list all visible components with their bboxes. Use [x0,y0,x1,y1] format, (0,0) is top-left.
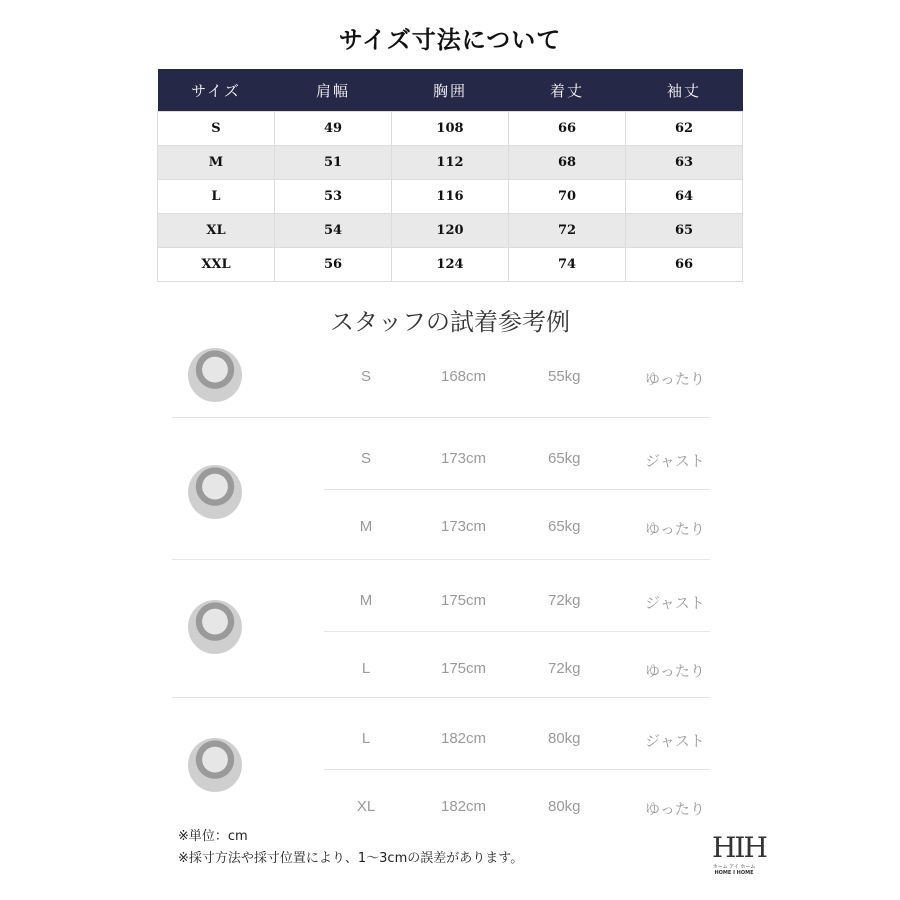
table-cell: 49 [275,112,392,146]
staff-size: L [361,730,371,747]
header-sleeve: 袖丈 [626,69,743,112]
staff-weight: 55kg [548,368,581,385]
table-cell: 63 [626,146,743,180]
staff-fit: ゆったり [645,662,705,680]
table-cell: 51 [275,146,392,180]
staff-fit: ジャスト [645,732,705,750]
staff-size: S [360,450,371,467]
group-divider [172,417,710,418]
staff-height: 175cm [441,660,487,677]
header-size: サイズ [158,69,275,112]
table-cell: 66 [626,248,743,282]
header-chest: 胸囲 [392,69,509,112]
logo-mark: HIH [712,831,766,864]
staff-avatar [188,348,242,402]
table-cell: 116 [392,180,509,214]
table-cell: 70 [509,180,626,214]
header-length: 着丈 [509,69,626,112]
table-cell: 72 [509,214,626,248]
disclaimer-note: ※採寸方法や採寸位置により、1～3cmの誤差があります。 [178,851,524,866]
staff-size: M [359,518,373,535]
staff-fit: ゆったり [645,520,705,538]
size-table [157,69,743,282]
staff-fit: ゆったり [645,370,705,388]
group-divider [172,559,710,560]
table-row [158,146,743,180]
table-cell: 65 [626,214,743,248]
notes [178,826,523,870]
table-row [158,248,743,282]
table-cell: 66 [509,112,626,146]
staff-avatar [188,600,242,654]
table-cell: 112 [392,146,509,180]
table-cell: XXL [158,248,275,282]
staff-size: M [359,592,373,609]
staff-weight: 65kg [548,518,581,535]
staff-fit: ゆったり [645,800,705,818]
table-cell: 68 [509,146,626,180]
unit-note: ※単位：cm [178,829,248,844]
row-divider [324,769,710,770]
row-divider [324,489,710,490]
staff-size: S [360,368,371,385]
brand-logo [712,831,766,876]
table-row [158,112,743,146]
table-row [158,180,743,214]
row-divider [324,631,710,632]
logo-sub: ホーム アイ ホーム [712,864,756,870]
staff-height: 173cm [441,518,487,535]
staff-weight: 80kg [548,730,581,747]
group-divider [172,697,710,698]
table-cell: 53 [275,180,392,214]
staff-weight: 72kg [548,660,581,677]
staff-height: 175cm [441,592,487,609]
staff-height: 182cm [441,730,487,747]
table-cell: M [158,146,275,180]
staff-avatar [188,738,242,792]
logo-name: HOME I HOME [714,870,754,876]
table-cell: 64 [626,180,743,214]
staff-size: XL [356,798,376,815]
staff-fit: ジャスト [645,452,705,470]
table-cell: S [158,112,275,146]
table-cell: 56 [275,248,392,282]
table-cell: 120 [392,214,509,248]
staff-fit: ジャスト [645,594,705,612]
table-cell: 108 [392,112,509,146]
header-shoulder: 肩幅 [275,69,392,112]
table-cell: XL [158,214,275,248]
table-cell: 54 [275,214,392,248]
table-row [158,214,743,248]
staff-section-title: スタッフの試着参考例 [330,308,570,336]
staff-weight: 65kg [548,450,581,467]
size-table-header [158,69,743,112]
table-cell: 124 [392,248,509,282]
staff-height: 182cm [441,798,487,815]
staff-weight: 72kg [548,592,581,609]
staff-weight: 80kg [548,798,581,815]
table-cell: L [158,180,275,214]
table-cell: 74 [509,248,626,282]
staff-size: L [361,660,371,677]
staff-height: 173cm [441,450,487,467]
staff-avatar [188,465,242,519]
page-title: サイズ寸法について [338,26,562,54]
table-cell: 62 [626,112,743,146]
staff-height: 168cm [441,368,487,385]
